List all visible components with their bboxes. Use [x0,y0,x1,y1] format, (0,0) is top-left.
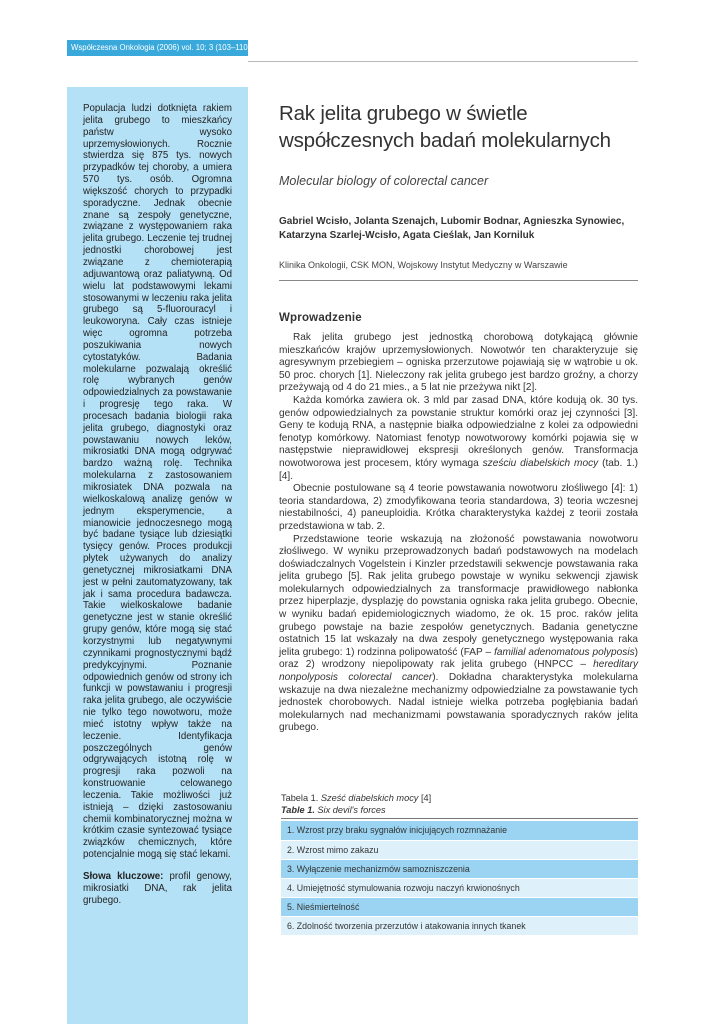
keywords-value: profil genowy, mikrosiatki DNA, rak jelita grubego. [83,871,232,906]
table-row: 6. Zdolność tworzenia przerzutów i atakowania innych tkanek [281,916,638,935]
paragraph-4-text: Przedstawione teorie wskazują na złożoność powstawania nowotworu złośliwego. W wyniku przeprowadzonych badań podstawowych na modelach doświadczalnych Vogelstein i Kinzler przedstawili sekwencje powstawania raka jelita grubego [5]. Rak jelita grubego powstaje w wyniku sekwencji zjawisk molekularnych odpowiedzialnych za transformacje prawidłowego nabłonka przez hiperplazje, dysplazję do powstania ogniska raka jelita grubego. Obecnie, w wyniku badań epidemiologicznych wiadomo, że ok. 15 proc. raków jelita grubego powstaje na bazie zespołów genetycznych. Badania genetyczne ostatnich 15 lat wskazały na dwa zespoły genetycznego występowania raka jelita grubego: 1) rodzinna polipowatość (FAP – [279,533,638,658]
table-caption-en [281,804,638,816]
table-row: 5. Nieśmiertelność [281,897,638,916]
body-text [279,332,638,735]
table-rule [281,818,638,819]
table-caption-en-text: Six devil's forces [314,805,386,815]
table-caption-en-label: Table 1. [281,805,315,815]
paragraph-4-end: ). Dokładna charakterystyka molekularna wskazuje na dwa niezależne mechanizmy odpowiedzialne za powstawanie tych jednostek chorobowych. Nadal istnieje wielka potrzeba pogłębiania badań molekularnych nad mechanizmami powstawania sporadycznych raków jelita grubego. [279,672,639,734]
paragraph-4 [279,534,638,736]
table-row: 4. Umiejętność stymulowania rozwoju naczyń krwionośnych [281,878,638,897]
paragraph-2-end: (tab. 1.) [4]. [279,457,638,482]
table-caption [281,792,638,816]
abstract-text: Populacja ludzi dotknięta rakiem jelita grubego to mieszkańcy państw wysoko uprzemysłowionych. Rocznie stwierdza się 875 tys. nowych przypadków tej choroby, a umiera 570 tys. osób. Ogromna większość chorych to przypadki sporadyczne. Jednak obecnie znane są zespoły genetyczne, związane z występowaniem raka jelita grubego. Leczenie tej trudnej jednostki chorobowej jest związane z chemioterapią adjuwantową oraz paliatywną. Od wielu lat podstawowymi lekami stosowanymi w leczeniu raka jelita grubego są 5-fluorouracyl i leukoworyna. Cały czas istnieje więc ogromna potrzeba poszukiwania nowych cytostatyków. Badania molekularne pozwalają określić rolę wybranych genów odpowiedzialnych za powstawanie i progresję tego raka. W procesach badania biologii raka jelita grubego, diagnostyki oraz powstawaniu nowych leków, mikrosiatki DNA mogą odgrywać bardzo ważną rolę. Technika molekularna z zastosowaniem mikrosiatek DNA pozwala na wielkoskalową analizę genów w jednym eksperymencie, a mianowicie jednoczesnego mogą być badane tysiące lub dziesiątki tysięcy genów. Proces produkcji płytek używanych do analizy genetycznej mikrosiatkami DNA jest w pełni zautomatyzowany, tak jak i sama procedura badawcza. Takie wielkoskalowe badanie genetyczne jest w stanie określić grupy genów, które mogą się stać korzystnymi lub negatywnymi czynnikami prognostycznymi bądź predykcyjnymi. Poznanie odpowiednich genów od strony ich funkcji w powstawaniu i progresji raka jelita grubego, ale oczywiście nie tylko tego nowotworu, może mieć istotny wpływ także na leczenie. Identyfikacja poszczególnych genów odgrywających istotną rolę w progresji raka pozwoli na konstruowanie celowanego leczenia. Takie możliwości już istnieją – dzięki zastosowaniu chemii kombinatorycznej można w krótkim czasie syntezować tysiące związków chemicznych, które potencjalnie mogą się stać lekami. [83,103,232,861]
article-title: Rak jelita grubego w świetle współczesnych badań molekularnych [279,102,611,152]
table-caption-pl-text: Sześć diabelskich mocy [320,793,419,803]
header-rule [248,61,638,62]
paragraph-4-emphasis-fap: familial adenomatous polyposis [494,646,635,658]
table-caption-ref: [4] [418,793,432,803]
table-six-devils-forces [281,821,638,935]
abstract-sidebar [67,87,248,1024]
table-row: 2. Wzrost mimo zakazu [281,840,638,859]
keywords-label: Słowa kluczowe: [83,871,164,882]
table-caption-pl [281,792,638,804]
paragraph-2-emphasis: sześciu diabelskich mocy [482,457,599,469]
affiliation: Klinika Onkologii, CSK MON, Wojskowy Instytut Medyczny w Warszawie [279,260,568,270]
paragraph-2 [279,395,638,483]
paragraph-3: Obecnie postulowane są 4 teorie powstawania nowotworu złośliwego [4]: 1) teoria standardowa, 2) zmodyfikowana teoria standardowa, 3) teoria wczesnej niestabilności, 4) paneuploidia. Krótka charakterystyka każdej z teorii została przedstawiona w tab. 2. [279,483,638,532]
keywords [83,871,232,907]
table-row: 1. Wzrost przy braku sygnałów inicjujących rozmnażanie [281,821,638,840]
article-subtitle: Molecular biology of colorectal cancer [279,174,489,188]
table-row: 3. Wyłączenie mechanizmów samozniszczenia [281,859,638,878]
paragraph-4-emphasis-hnpcc: hereditary nonpolyposis colorectal cancer [279,659,638,684]
paragraph-2-text: Każda komórka zawiera ok. 3 mld par zasad DNA, które kodują ok. 30 tys. genów odpowiedzialnych za powstanie struktur komórki oraz jej czynności [3]. Geny te kodują RNA, a następnie białka odpowiedzialne z kolei za odpowiedni fenotyp komórkowy. Natomiast fenotyp nowotworowy komórki pojawia się w następstwie nieprawidłowej ekspresji określonych genów. Transformacja nowotworowa jest procesem, który wymaga [279,394,638,469]
paragraph-1: Rak jelita grubego jest jednostką chorobową dotykającą głównie mieszkańców krajów uprzemysłowionych. Nowotwór ten charakteryzuje się agresywnym przebiegiem – ogniska przerzutowe pojawiają się w wątrobie u ok. 50 proc. chorych [1]. Nieleczony rak jelita grubego jest bardzo groźny, a chorzy przeżywają od 4 do 21 mies., a 5 lat nie przeżywa nikt [2]. [279,332,638,394]
article-main [279,100,638,735]
table-caption-pl-label: Tabela 1. [281,793,319,803]
authors: Gabriel Wcisło, Jolanta Szenajch, Lubomir Bodnar, Agnieszka Synowiec, Katarzyna Szarlej-Wcisło, Agata Cieślak, Jan Korniluk [279,216,625,241]
journal-header: Współczesna Onkologia (2006) vol. 10; 3 (103–110) [67,40,248,56]
section-heading: Wprowadzenie [279,312,362,324]
affiliation-rule [279,280,638,281]
paragraph-4-middle: ) oraz 2) wrodzony niepolipowaty rak jelita grubego (HNPCC – [279,646,638,671]
